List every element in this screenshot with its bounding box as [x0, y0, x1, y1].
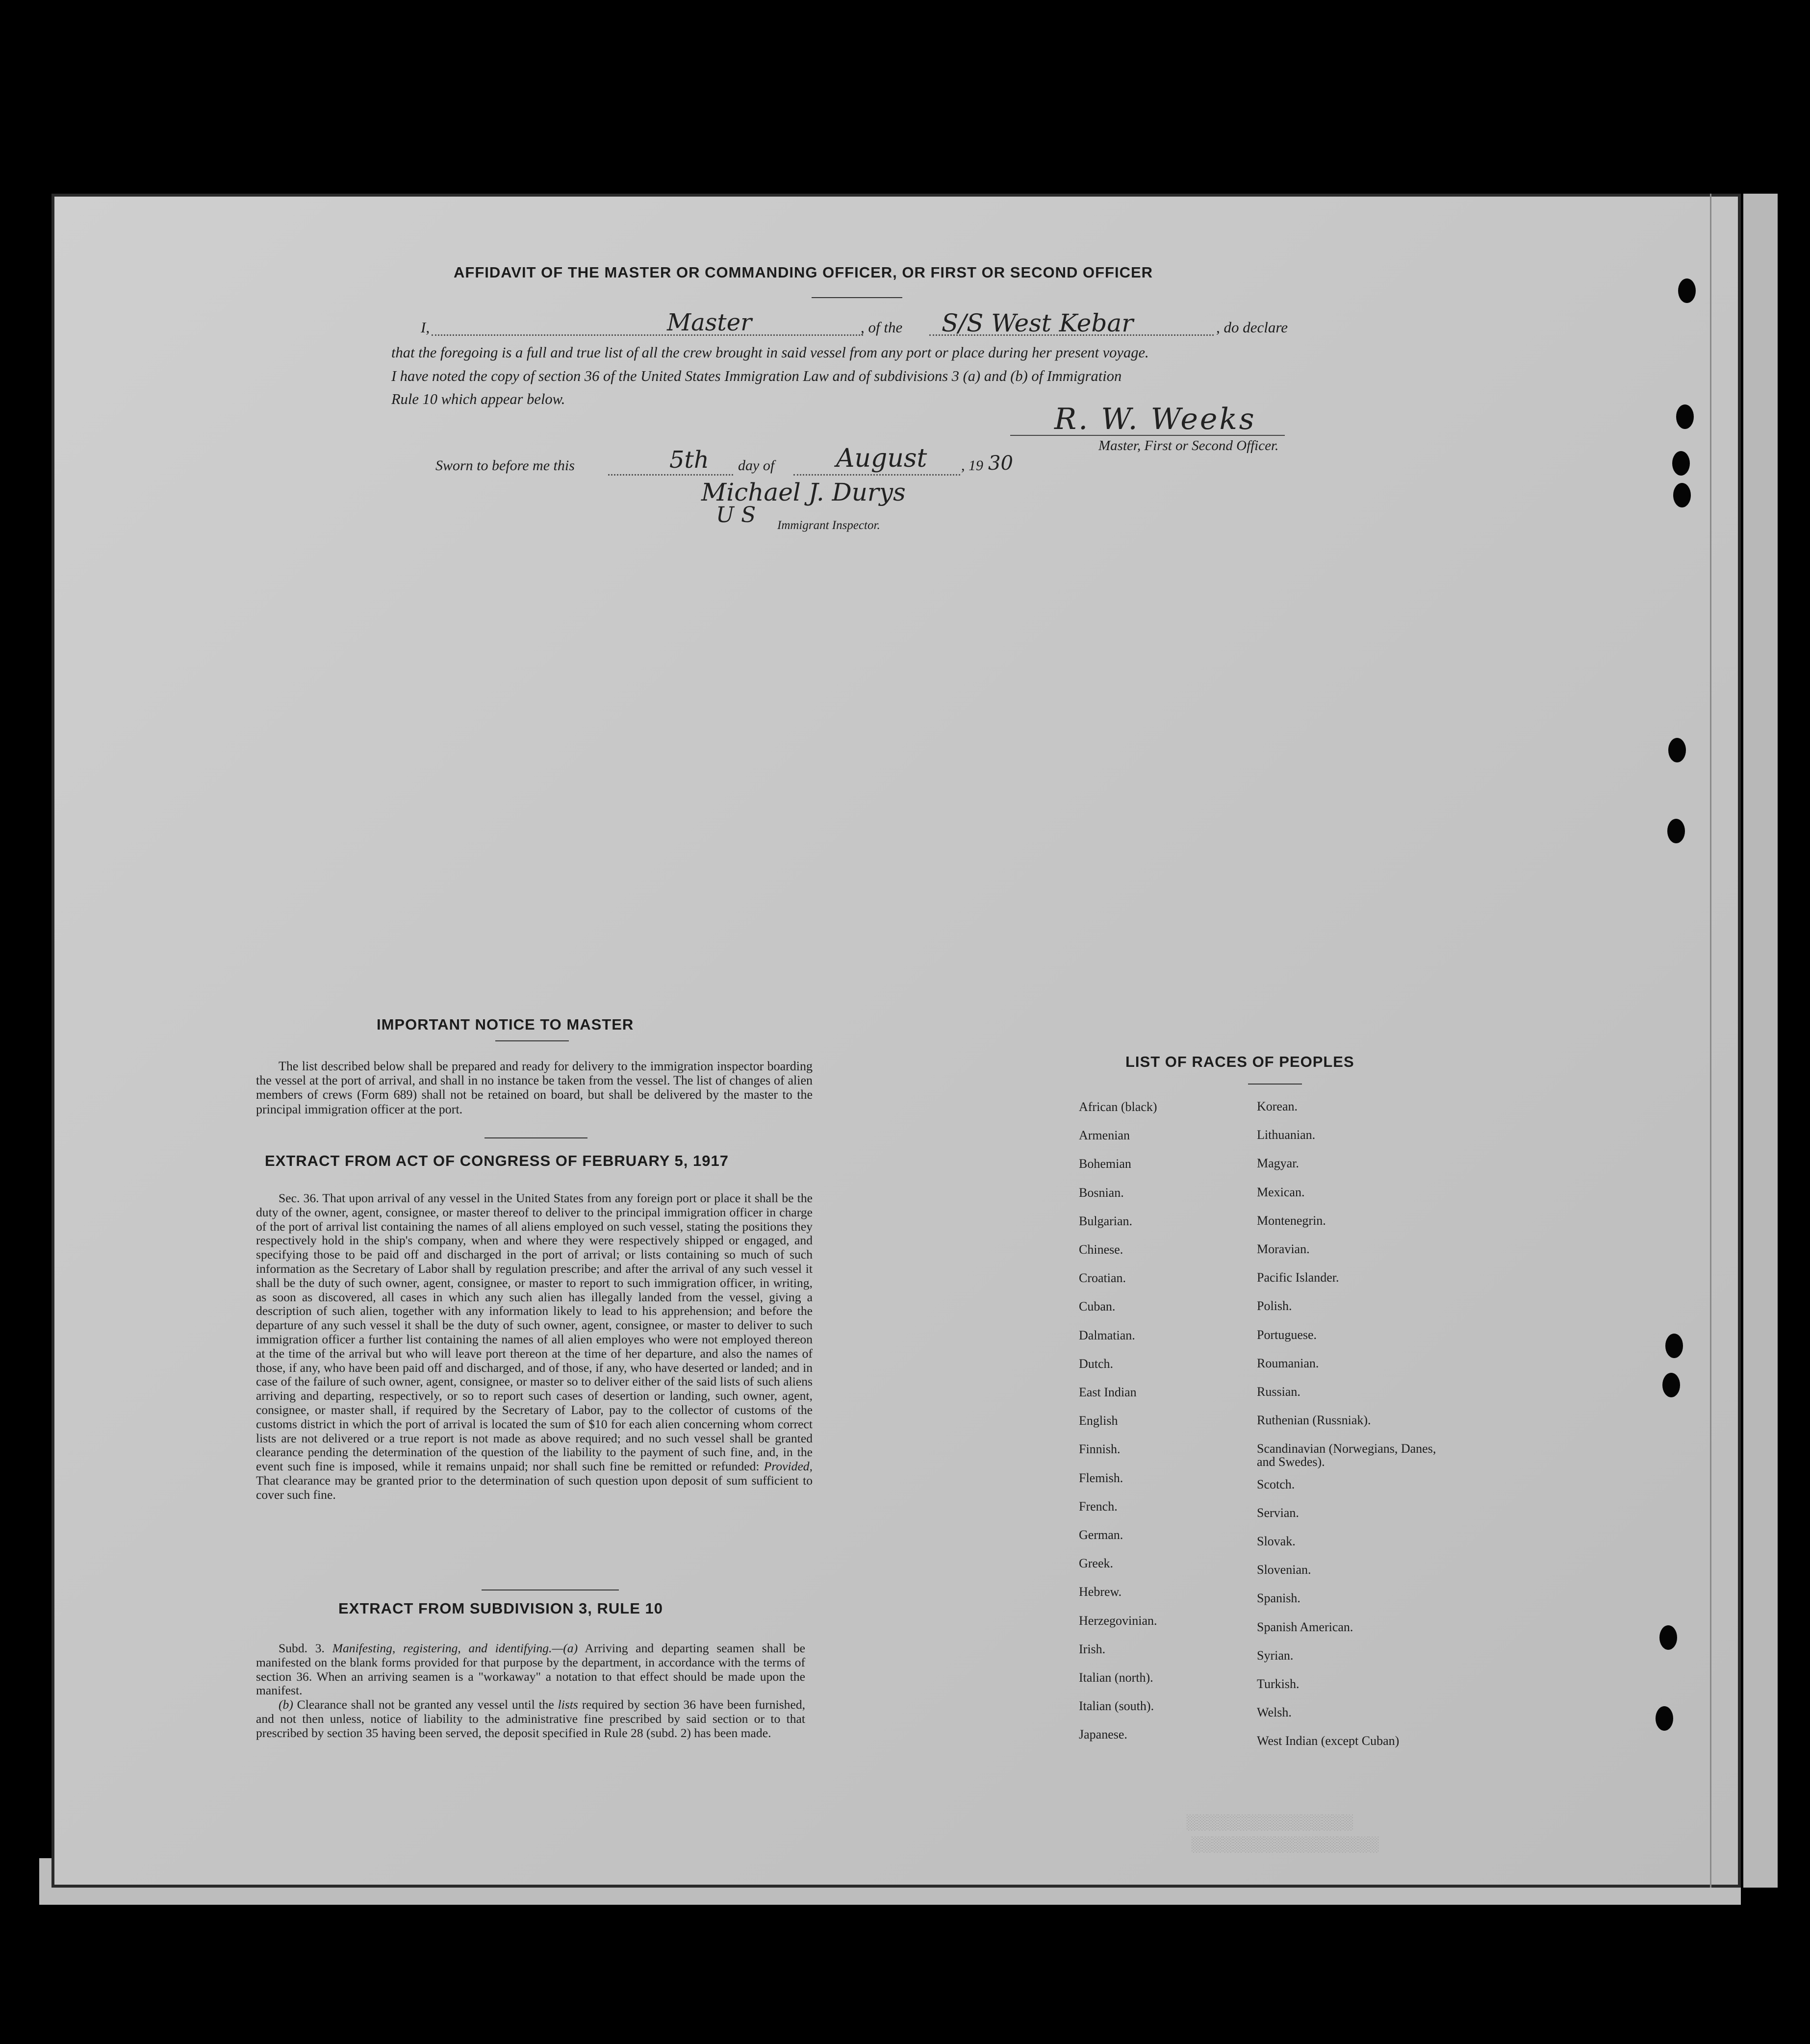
bleed-through-stamp: ░░░░░░░░░░░░░░░░ [1187, 1814, 1354, 1830]
race-item-right: Spanish. [1257, 1591, 1300, 1606]
race-item-right: Slovenian. [1257, 1563, 1311, 1577]
race-item-right: Roumanian. [1257, 1356, 1319, 1370]
race-item-left: Bohemian [1079, 1157, 1131, 1171]
race-item-left: Dutch. [1079, 1356, 1114, 1371]
race-item-left: Finnish. [1079, 1442, 1121, 1457]
affidavit-line-4: Rule 10 which appear below. [391, 391, 565, 407]
day-value: 5th [669, 446, 709, 474]
month-line [793, 473, 960, 476]
binder-hole [1656, 1706, 1673, 1731]
officer-rank-value: Master [667, 309, 752, 336]
extract-rule-title: EXTRACT FROM SUBDIVISION 3, RULE 10 [338, 1600, 663, 1617]
race-item-left: Italian (north). [1079, 1670, 1153, 1685]
right-page-edge [1743, 194, 1778, 1888]
binder-hole [1662, 1373, 1680, 1397]
para-a-text: Arriving and departing seamen shall be manifested on the blank forms provided for that purpose by the department, in accordance with the terms of section 36. When an arriving seamen is a "workaway" a notation to that effect should be made upon the manifest. [256, 1641, 805, 1698]
race-item-right: Magyar. [1257, 1156, 1299, 1171]
binder-hole [1667, 819, 1685, 843]
affidavit-line-2: that the foregoing is a full and true list of all the crew brought in said vessel from any port or place during her present voyage. [391, 344, 1149, 361]
race-item-right: Montenegrin. [1257, 1213, 1326, 1228]
binder-hole [1659, 1625, 1677, 1650]
race-item-right: Korean. [1257, 1099, 1298, 1113]
binder-hole [1665, 1334, 1683, 1358]
race-item-left: Dalmatian. [1079, 1328, 1135, 1342]
para-b-lists: lists [558, 1697, 578, 1712]
race-item-right: Servian. [1257, 1505, 1299, 1520]
extract-rule-body [256, 1641, 805, 1741]
affidavit-prefix: I, [421, 319, 430, 336]
b-label: (b) [279, 1697, 293, 1712]
extract-act-text: That upon arrival of any vessel in the United States from any foreign port or place it shall be the duty of the owner, agent, consignee, or master thereof to deliver to the principal immigration officer in charge of the port of arrival list containing the names of all aliens employed on such vessel, stating the positions they respectively hold in the ship's company, when and where they were respectively shipped or engaged, and specifying those to be paid off and discharged in the port of arrival; or lists containing so much of such information as the Secretary of Labor shall by regulation prescribe; and after the arrival of any such vessel it shall be the duty of such owner, agent, consignee, or master to report to such immigration officer, in writing, as soon as discovered, all cases in which any such alien has illegally landed from the vessel, giving a description of such alien, together with any information likely to lead to his apprehension; and before the departure of any such vessel it shall be the duty of such owner, agent, consignee, or master to deliver to such immigration officer a further list containing the names of all alien employes who were not employed thereon at the time of the arrival but who will leave port thereon at the time of her departure, and also the names of those, if any, who have been paid off and discharged, and of those, if any, who have deserted or landed; and in case of the failure of such owner, agent, consignee, or master so to deliver either of the said lists of such aliens arriving and departing, respectively, or so to report such cases of desertion or landing, such owner, agent, consignee, or master shall, if required by the Secretary of Labor, pay to the collector of customs of the customs district in which the port of arrival is located the sum of $10 for each alien concerning whom correct lists are not delivered or a true report is not made as above required; and no such vessel shall be granted clearance pending the determination of the question of the liability to the payment of such fine, and, in the event such fine is imposed, while it remains unpaid; nor shall such fine be remitted or refunded: [256, 1191, 813, 1474]
race-item-left: Chinese. [1079, 1242, 1123, 1257]
inspector-signature: Michael J. Durys [701, 478, 906, 506]
binder-hole [1668, 738, 1686, 762]
provided-word: Provided, [764, 1459, 813, 1474]
race-item-right: Slovak. [1257, 1534, 1296, 1548]
declare-label: , do declare [1216, 319, 1288, 336]
race-item-left: Bulgarian. [1079, 1213, 1133, 1228]
bleed-through-stamp-line-2: ░░░░░░░░░░░░░░░░░░ [1192, 1836, 1379, 1852]
race-item-right: Scandinavian (Norwegians, Danes, and Swedes). [1257, 1441, 1436, 1469]
officer-rank-line [432, 333, 863, 336]
year-prefix: , 19 [961, 457, 983, 474]
races-title: LIST OF RACES OF PEOPLES [1125, 1053, 1354, 1070]
title-rule [812, 297, 902, 298]
page-fold-line [1710, 194, 1711, 1888]
para-b-text-1: Clearance shall not be granted any vessel until the [297, 1697, 554, 1712]
race-item-right: Moravian. [1257, 1242, 1310, 1256]
race-item-left: Herzegovinian. [1079, 1613, 1157, 1628]
race-item-right: Mexican. [1257, 1185, 1305, 1199]
race-item-right: Lithuanian. [1257, 1128, 1316, 1142]
month-value: August [836, 444, 927, 473]
inspector-prefix: U S [716, 503, 756, 528]
extract-act-body [256, 1191, 813, 1502]
race-item-left: Armenian [1079, 1128, 1130, 1143]
race-item-left: Flemish. [1079, 1470, 1123, 1485]
race-item-left: English [1079, 1413, 1118, 1428]
signature-caption: Master, First or Second Officer. [1098, 438, 1279, 454]
day-of-label: day of [738, 457, 775, 474]
races-rule [1248, 1084, 1302, 1085]
inspector-caption: Immigrant Inspector. [777, 519, 880, 532]
race-item-left: French. [1079, 1499, 1118, 1514]
race-item-left: African (black) [1079, 1100, 1157, 1114]
binder-hole [1676, 404, 1694, 429]
race-item-right: Scotch. [1257, 1477, 1295, 1491]
notice-rule [495, 1040, 569, 1041]
signature-line [1010, 434, 1285, 436]
race-item-right: Turkish. [1257, 1677, 1300, 1691]
of-the-label: , of the [861, 319, 903, 336]
race-item-right: Welsh. [1257, 1705, 1292, 1720]
notice-divider [484, 1137, 587, 1138]
notice-title: IMPORTANT NOTICE TO MASTER [377, 1016, 634, 1033]
race-item-right: West Indian (except Cuban) [1257, 1734, 1400, 1748]
binder-hole [1678, 278, 1696, 303]
vessel-value: S/S West Kebar [942, 309, 1134, 337]
notice-body-text: The list described below shall be prepared and ready for delivery to the immigration inspector boarding the vessel at the port of arrival, and shall in no instance be taken from the vessel. The list of changes of alien members of crews (Form 689) shall not be retained on board, but shall be delivered by the master to the principal immigration officer at the port. [256, 1059, 813, 1116]
year-value: 30 [988, 452, 1013, 475]
race-item-left: Greek. [1079, 1556, 1114, 1571]
extract-act-end: That clearance may be granted prior to the determination of such question upon deposit of sum sufficient to cover such fine. [256, 1473, 813, 1502]
race-item-right: Syrian. [1257, 1648, 1294, 1663]
para-b-text-2: required by section 36 have been furnished, and not then unless, notice of liability to the administrative fine prescribed by said section or to that prescribed by section 35 having been served, the deposit specified in Rule 28 (subd. 2) has been made. [256, 1697, 806, 1740]
extract-act-title: EXTRACT FROM ACT OF CONGRESS OF FEBRUARY 5, 1917 [265, 1152, 729, 1169]
affidavit-line-3: I have noted the copy of section 36 of the United States Immigration Law and of subdivisions 3 (a) and (b) of Immigration [391, 368, 1122, 384]
race-item-right: Pacific Islander. [1257, 1270, 1339, 1285]
race-item-left: Croatian. [1079, 1271, 1126, 1286]
master-signature: R. W. Weeks [1054, 402, 1256, 436]
race-item-left: Italian (south). [1079, 1699, 1154, 1714]
race-item-left: Japanese. [1079, 1727, 1127, 1742]
subd-label: Subd. 3. [279, 1641, 325, 1655]
race-item-left: East Indian [1079, 1385, 1137, 1399]
notice-body [256, 1059, 813, 1116]
race-item-left: German. [1079, 1528, 1123, 1542]
race-item-right: Polish. [1257, 1299, 1292, 1313]
race-item-left: Hebrew. [1079, 1585, 1122, 1599]
binder-hole [1673, 483, 1691, 507]
affidavit-title: AFFIDAVIT OF THE MASTER OR COMMANDING OFFICER, OR FIRST OR SECOND OFFICER [454, 264, 1153, 281]
binder-hole [1672, 451, 1690, 476]
sec-label: Sec. 36. [279, 1191, 319, 1205]
race-item-right: Portuguese. [1257, 1327, 1317, 1342]
race-item-right: Spanish American. [1257, 1619, 1353, 1634]
race-item-left: Bosnian. [1079, 1185, 1124, 1200]
race-item-left: Cuban. [1079, 1299, 1116, 1314]
subd-heading: Manifesting, registering, and identifying.—(a) [332, 1641, 578, 1655]
race-item-right: Russian. [1257, 1385, 1300, 1399]
sworn-label: Sworn to before me this [435, 457, 575, 474]
race-item-right: Ruthenian (Russniak). [1257, 1413, 1371, 1428]
race-item-left: Irish. [1079, 1641, 1106, 1656]
